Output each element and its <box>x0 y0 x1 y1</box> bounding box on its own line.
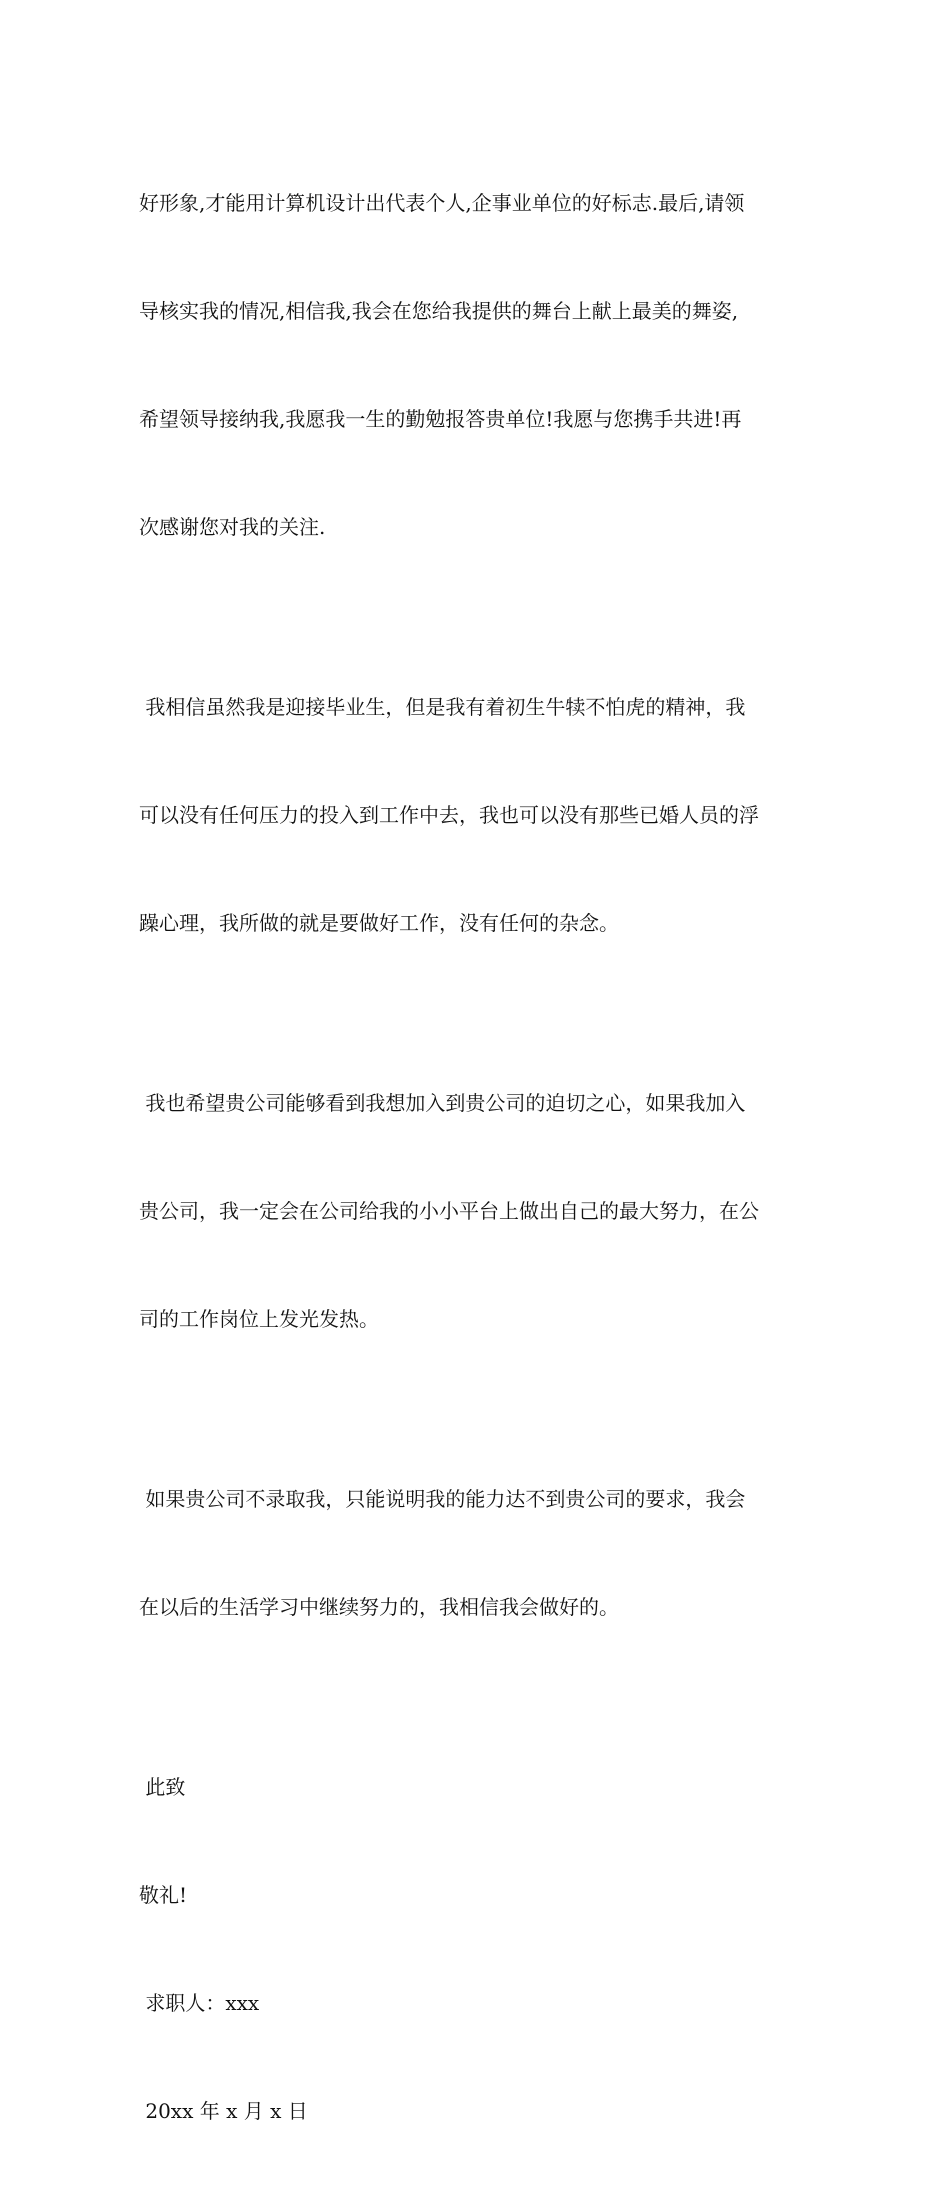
paragraph-3 <box>139 1013 817 1409</box>
text-line: 我相信虽然我是迎接毕业生，但是我有着初生牛犊不怕虎的精神，我 <box>139 695 746 719</box>
text-line: 可以没有任何压力的投入到工作中去，我也可以没有那些已婚人员的浮 <box>139 803 759 827</box>
paragraph-1 <box>139 113 817 617</box>
applicant-signature: 求职人：xxx <box>139 1991 260 2015</box>
text-line: 导核实我的情况,相信我,我会在您给我提供的舞台上献上最美的舞姿, <box>139 299 739 323</box>
closing-salutation-1: 此致 <box>139 1775 186 1799</box>
letter-date: 20xx 年 x 月 x 日 <box>139 2099 308 2123</box>
paragraph-4 <box>139 1409 817 1697</box>
paragraph-2 <box>139 617 817 1013</box>
text-line: 躁心理，我所做的就是要做好工作，没有任何的杂念。 <box>139 911 619 935</box>
text-line: 如果贵公司不录取我，只能说明我的能力达不到贵公司的要求，我会 <box>139 1487 746 1511</box>
text-line: 次感谢您对我的关注. <box>139 515 326 539</box>
text-line: 好形象,才能用计算机设计出代表个人,企事业单位的好标志.最后,请领 <box>139 191 745 215</box>
letter-body <box>139 113 817 2201</box>
closing-salutation-2: 敬礼! <box>139 1883 188 1907</box>
text-line: 我也希望贵公司能够看到我想加入到贵公司的迫切之心，如果我加入 <box>139 1091 746 1115</box>
text-line: 司的工作岗位上发光发热。 <box>139 1307 379 1331</box>
text-line: 在以后的生活学习中继续努力的，我相信我会做好的。 <box>139 1595 619 1619</box>
closing-block <box>139 1697 817 2201</box>
text-line: 贵公司，我一定会在公司给我的小小平台上做出自己的最大努力，在公 <box>139 1199 759 1223</box>
text-line: 希望领导接纳我,我愿我一生的勤勉报答贵单位!我愿与您携手共进!再 <box>139 407 742 431</box>
